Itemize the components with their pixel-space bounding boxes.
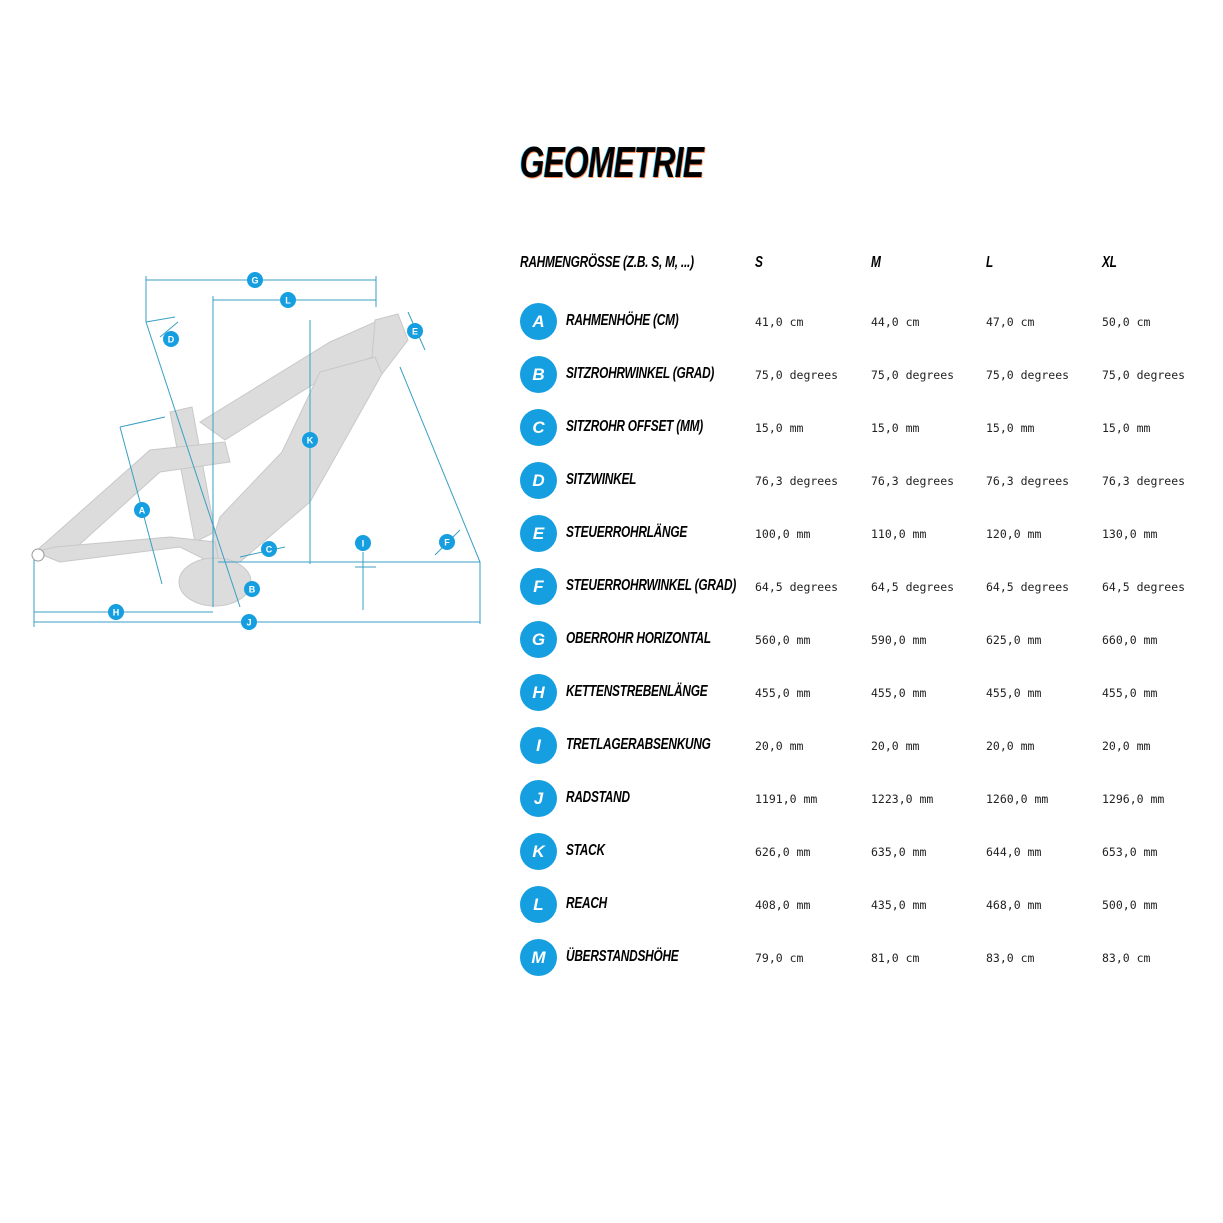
frame-size-header: RAHMENGRÖSSE (Z.B. S, M, ...) xyxy=(520,254,694,271)
row-letter-badge: G xyxy=(520,621,557,658)
marker-E xyxy=(407,323,423,339)
row-value: 20,0 mm xyxy=(986,739,1035,753)
row-value: 626,0 mm xyxy=(755,845,811,859)
row-value: 468,0 mm xyxy=(986,898,1042,912)
row-label: REACH xyxy=(566,895,608,912)
row-value: 64,5 degrees xyxy=(871,580,955,594)
row-value: 435,0 mm xyxy=(871,898,927,912)
row-value: 1296,0 mm xyxy=(1102,792,1165,806)
row-value: 130,0 mm xyxy=(1102,527,1158,541)
table-row xyxy=(518,596,1218,649)
row-value: 75,0 degrees xyxy=(986,368,1070,382)
table-row xyxy=(518,755,1218,808)
row-value: 1260,0 mm xyxy=(986,792,1049,806)
svg-text:F: F xyxy=(444,537,450,548)
row-value: 44,0 cm xyxy=(871,315,920,329)
row-value: 20,0 mm xyxy=(755,739,804,753)
row-value: 83,0 cm xyxy=(1102,951,1151,965)
row-value: 64,5 degrees xyxy=(755,580,839,594)
row-letter-badge: E xyxy=(520,515,557,552)
svg-text:L: L xyxy=(285,295,291,306)
row-value: 81,0 cm xyxy=(871,951,920,965)
row-letter-badge: L xyxy=(520,886,557,923)
row-value: 76,3 degrees xyxy=(755,474,839,488)
row-value: 653,0 mm xyxy=(1102,845,1158,859)
row-value: 83,0 cm xyxy=(986,951,1035,965)
row-letter-badge: C xyxy=(520,409,557,446)
row-letter-badge: B xyxy=(520,356,557,393)
row-value: 625,0 mm xyxy=(986,633,1042,647)
table-row xyxy=(518,437,1218,490)
row-value: 75,0 degrees xyxy=(871,368,955,382)
row-value: 15,0 mm xyxy=(1102,421,1151,435)
row-letter-badge: I xyxy=(520,727,557,764)
size-header-xl: XL xyxy=(1102,254,1117,271)
row-value: 644,0 mm xyxy=(986,845,1042,859)
row-value: 455,0 mm xyxy=(1102,686,1158,700)
row-value: 15,0 mm xyxy=(986,421,1035,435)
marker-B xyxy=(244,581,260,597)
row-value: 20,0 mm xyxy=(871,739,920,753)
row-value: 41,0 cm xyxy=(755,315,804,329)
row-value: 50,0 cm xyxy=(1102,315,1151,329)
frame-geometry-diagram xyxy=(20,262,500,642)
table-row xyxy=(518,702,1218,755)
table-row xyxy=(518,543,1218,596)
marker-H xyxy=(108,604,124,620)
row-label: STACK xyxy=(566,842,605,859)
marker-J xyxy=(241,614,257,630)
svg-text:E: E xyxy=(411,326,419,337)
svg-text:B: B xyxy=(248,584,256,595)
table-header xyxy=(518,250,1218,278)
row-value: 75,0 degrees xyxy=(755,368,839,382)
marker-A xyxy=(134,502,150,518)
row-value: 1191,0 mm xyxy=(755,792,818,806)
marker-L xyxy=(280,292,296,308)
row-value: 408,0 mm xyxy=(755,898,811,912)
svg-text:C: C xyxy=(265,544,273,555)
row-value: 590,0 mm xyxy=(871,633,927,647)
row-value: 110,0 mm xyxy=(871,527,927,541)
row-value: 15,0 mm xyxy=(871,421,920,435)
table-row xyxy=(518,384,1218,437)
row-label: SITZROHR OFFSET (MM) xyxy=(566,418,703,435)
table-row xyxy=(518,490,1218,543)
row-value: 75,0 degrees xyxy=(1102,368,1186,382)
size-header-m: M xyxy=(871,254,881,271)
marker-C xyxy=(261,541,277,557)
row-value: 79,0 cm xyxy=(755,951,804,965)
row-value: 76,3 degrees xyxy=(986,474,1070,488)
rear-axle xyxy=(32,549,44,561)
row-value: 64,5 degrees xyxy=(986,580,1070,594)
row-value: 15,0 mm xyxy=(755,421,804,435)
marker-K xyxy=(302,432,318,448)
row-label: STEUERROHRWINKEL (GRAD) xyxy=(566,577,737,594)
svg-text:I: I xyxy=(361,538,365,549)
row-letter-badge: H xyxy=(520,674,557,711)
marker-I xyxy=(355,535,371,551)
row-value: 560,0 mm xyxy=(755,633,811,647)
row-letter-badge: A xyxy=(520,303,557,340)
row-value: 100,0 mm xyxy=(755,527,811,541)
row-letter-badge: D xyxy=(520,462,557,499)
table-row xyxy=(518,649,1218,702)
row-value: 455,0 mm xyxy=(871,686,927,700)
row-value: 76,3 degrees xyxy=(1102,474,1186,488)
row-value: 660,0 mm xyxy=(1102,633,1158,647)
row-letter-badge: F xyxy=(520,568,557,605)
svg-text:H: H xyxy=(112,607,120,618)
marker-F xyxy=(439,534,455,550)
row-value: 455,0 mm xyxy=(755,686,811,700)
table-row xyxy=(518,914,1218,967)
row-value: 20,0 mm xyxy=(1102,739,1151,753)
row-label: SITZWINKEL xyxy=(566,471,637,488)
row-label: SITZROHRWINKEL (GRAD) xyxy=(566,365,715,382)
row-letter-badge: M xyxy=(520,939,557,976)
row-value: 1223,0 mm xyxy=(871,792,934,806)
row-label: KETTENSTREBENLÄNGE xyxy=(566,683,708,700)
row-letter-badge: J xyxy=(520,780,557,817)
svg-text:J: J xyxy=(246,617,252,628)
geometry-table xyxy=(518,250,1218,967)
row-value: 500,0 mm xyxy=(1102,898,1158,912)
row-value: 635,0 mm xyxy=(871,845,927,859)
row-value: 120,0 mm xyxy=(986,527,1042,541)
page-title: GEOMETRIE xyxy=(519,138,704,187)
table-row xyxy=(518,861,1218,914)
row-label: RADSTAND xyxy=(566,789,630,806)
table-row xyxy=(518,331,1218,384)
size-header-s: S xyxy=(755,254,763,271)
size-header-l: L xyxy=(986,254,994,271)
svg-text:G: G xyxy=(251,275,259,286)
table-row xyxy=(518,278,1218,331)
svg-text:K: K xyxy=(306,435,314,446)
table-row xyxy=(518,808,1218,861)
row-letter-badge: K xyxy=(520,833,557,870)
row-label: STEUERROHRLÄNGE xyxy=(566,524,688,541)
row-label: TRETLAGERABSENKUNG xyxy=(566,736,711,753)
svg-text:D: D xyxy=(167,334,175,345)
frame-geometry-svg xyxy=(20,262,500,642)
row-value: 455,0 mm xyxy=(986,686,1042,700)
row-value: 64,5 degrees xyxy=(1102,580,1186,594)
row-label: OBERROHR HORIZONTAL xyxy=(566,630,711,647)
marker-G xyxy=(247,272,263,288)
row-value: 47,0 cm xyxy=(986,315,1035,329)
marker-D xyxy=(163,331,179,347)
row-label: ÜBERSTANDSHÖHE xyxy=(566,948,679,965)
row-label: RAHMENHÖHE (CM) xyxy=(566,312,679,329)
row-value: 76,3 degrees xyxy=(871,474,955,488)
svg-text:A: A xyxy=(138,505,146,516)
